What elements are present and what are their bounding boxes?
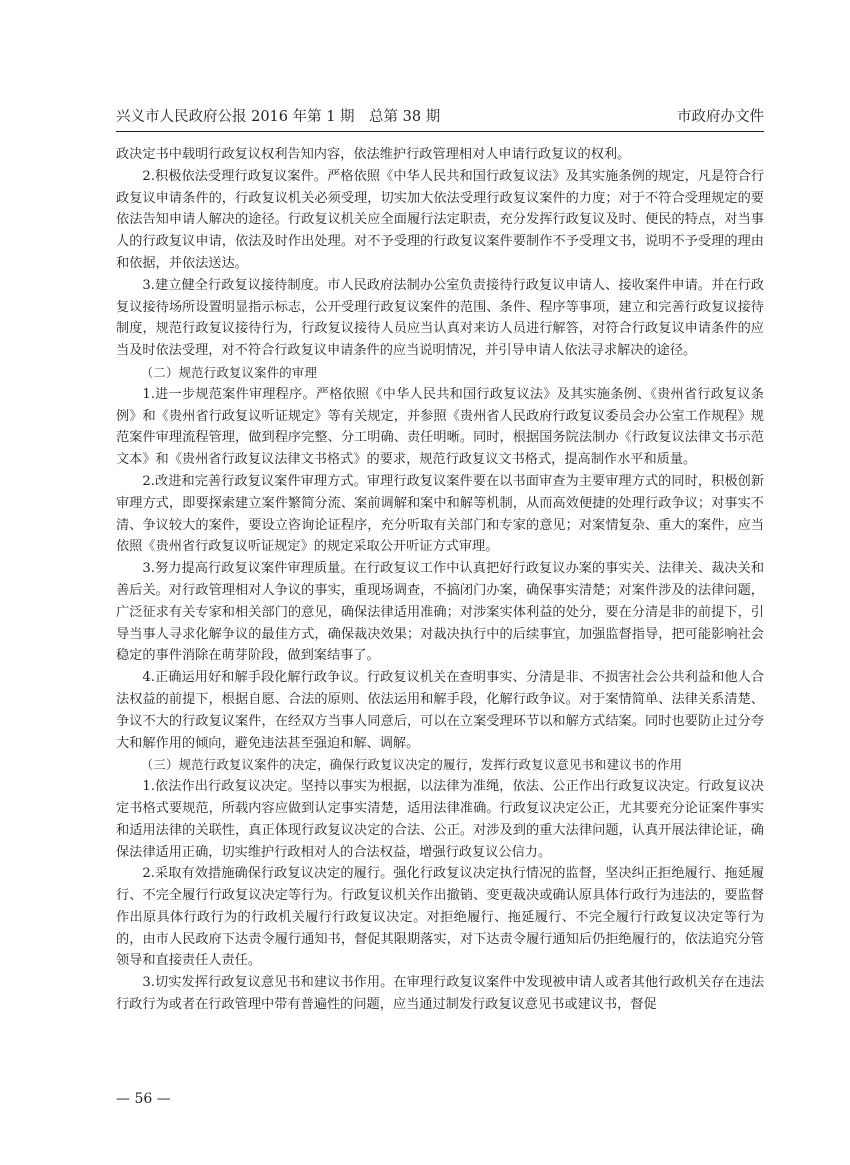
paragraph: 3.切实发挥行政复议意见书和建议书作用。在审理行政复议案件中发现被申请人或者其他行政机关存在违法行政行为或者在行政管理中带有普遍性的问题，应当通过制发行政复议意见书或建议书，督促 bbox=[116, 975, 764, 1013]
paragraph: 3.努力提高行政复议案件审理质量。在行政复议工作中认真把好行政复议办案的事实关、法律关、裁决关和善后关。对行政管理相对人争议的事实，重现场调查，不搞闭门办案，确保事实清楚；对案件涉及的法律问题，广泛征求有关专家和相关部门的意见，确保法律适用准确；对涉案实体利益的处分，要在分清是非的前提下，引导当事人寻求化解争议的最佳方式，确保裁决效果；对裁决执行中的后续事宜，加强监督指导，把可能影响社会稳定的事件消除在萌芽阶段，做到案结事了。 bbox=[116, 561, 764, 664]
paragraph: 3.建立健全行政复议接待制度。市人民政府法制办公室负责接待行政复议申请人、接收案件申请。并在行政复议接待场所设置明显指示标志，公开受理行政复议案件的范围、条件、程序等事项，建立和完善行政复议接待制度，规范行政复议接待行为，行政复议接待人员应当认真对来访人员进行解答，对符合行政复议申请条件的应当及时依法受理，对不符合行政复议申请条件的应当说明情况，并引导申请人依法寻求解决的途径。 bbox=[116, 277, 764, 359]
running-header bbox=[116, 106, 764, 128]
paragraph-continued: 政决定书中载明行政复议权利告知内容，依法维护行政管理相对人申请行政复议的权利。 bbox=[116, 147, 631, 162]
journal-title: 兴义市人民政府公报 2016 年第 1 期 总第 38 期 bbox=[116, 109, 441, 125]
paragraph: 2.积极依法受理行政复议案件。严格依照《中华人民共和国行政复议法》及其实施条例的规定，凡是符合行政复议申请条件的，行政复议机关必须受理，切实加大依法受理行政复议案件的力度；对于不符合受理规定的要依法告知申请人解决的途径。行政复议机关应全面履行法定职责，充分发挥行政复议及时、便民的特点，对当事人的行政复议申请，依法及时作出处理。对不予受理的行政复议案件要制作不予受理文书，说明不予受理的理由和依据，并依法送达。 bbox=[116, 168, 764, 271]
paragraph: 1.依法作出行政复议决定。坚持以事实为根据，以法律为准绳，依法、公正作出行政复议决定。行政复议决定书格式要规范，所载内容应做到认定事实清楚，适用法律准确。行政复议决定公正，尤其要充分论证案件事实和适用法律的关联性，真正体现行政复议决定的合法、公正。对涉及到的重大法律问题，认真开展法律论证，确保法律适用正确，切实维护行政相对人的合法权益，增强行政复议公信力。 bbox=[116, 779, 764, 860]
subheading: （三）规范行政复议案件的决定，确保行政复议决定的履行，发挥行政复议意见书和建议书的作用 bbox=[140, 757, 683, 773]
paragraph: 4.正确运用好和解手段化解行政争议。行政复议机关在查明事实、分清是非、不损害社会公共利益和他人合法权益的前提下，根据自愿、合法的原则、依法运用和解手段，化解行政争议。对于案情简单、法律关系清楚、争议不大的行政复议案件，在经双方当事人同意后，可以在立案受理环节以和解方式结案。同时也要防止过分夸大和解作用的倾向，避免违法甚至强迫和解、调解。 bbox=[116, 670, 764, 751]
paragraph: 2.改进和完善行政复议案件审理方式。审理行政复议案件要在以书面审查为主要审理方式的同时，积极创新审理方式，即要探索建立案件繁简分流、案前调解和案中和解等机制，从而高效便捷的处理行政争议；对事实不清、争议较大的案件，要设立咨询论证程序，充分听取有关部门和专家的意见；对案情复杂、重大的案件，应当依照《贵州省行政复议听证规定》的规定采取公开听证方式审理。 bbox=[116, 473, 764, 555]
page-number: — 56 — bbox=[116, 1091, 171, 1107]
body-text bbox=[116, 144, 764, 1016]
header-rule bbox=[116, 131, 764, 132]
paragraph: 1.进一步规范案件审理程序。严格依照《中华人民共和国行政复议法》及其实施条例、《贵州省行政复议条例》和《贵州省行政复议听证规定》等有关规定，并参照《贵州省人民政府行政复议委员会办公室工作规程》规范案件审理流程管理，做到程序完整、分工明确、责任明晰。同时，根据国务院法制办《行政复议法律文书示范文本》和《贵州省行政复议法律文书格式》的要求，规范行政复议文书格式，提高制作水平和质量。 bbox=[116, 386, 764, 468]
section-title: 市政府办文件 bbox=[677, 109, 764, 125]
subheading: （二）规范行政复议案件的审理 bbox=[140, 364, 318, 380]
paragraph: 2.采取有效措施确保行政复议决定的履行。强化行政复议决定执行情况的监督，坚决纠正拒绝履行、拖延履行、不完全履行行政复议决定等行为。行政复议机关作出撤销、变更裁决或确认原具体行政行为违法的，要监督作出原具体行政行为的行政机关履行行政复议决定。对拒绝履行、拖延履行、不完全履行行政复议决定等行为的，由市人民政府下达责令履行通知书，督促其限期落实，对下达责令履行通知后仍拒绝履行的，依法追究分管领导和直接责任人责任。 bbox=[116, 866, 764, 969]
